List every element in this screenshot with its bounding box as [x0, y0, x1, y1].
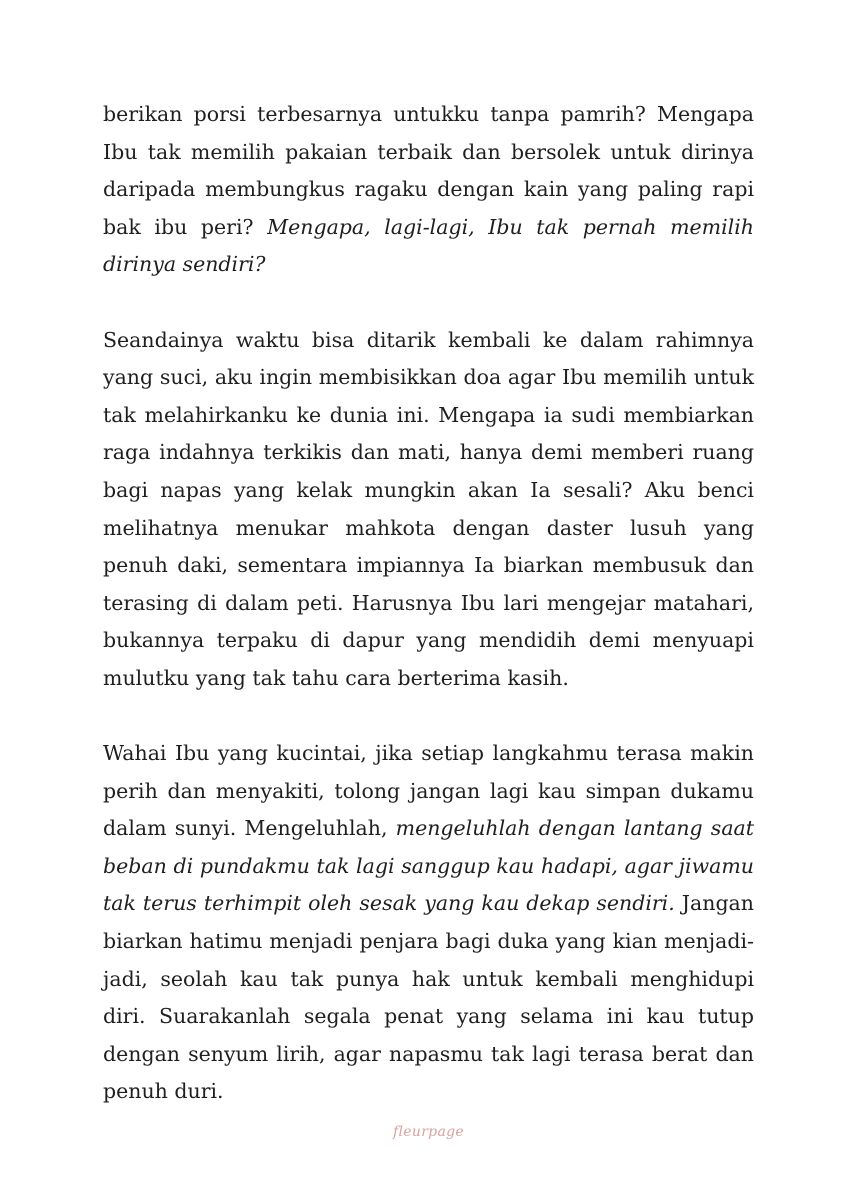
paragraph-3-text-end: Jangan biarkan hatimu menjadi penjara bagi duka yang kian menjadi-jadi, seolah kau tak punya hak untuk kembali menghidupi diri. Suarakanlah segala penat yang selama ini kau tutup dengan senyum lirih, agar napasmu tak lagi terasa berat dan penuh duri. [103, 891, 754, 1104]
paragraph-1 [103, 96, 754, 284]
paragraph-2 [103, 322, 754, 698]
footer-brand: fleurpage [393, 1124, 464, 1140]
paragraph-1-italic-text: Mengapa, lagi-lagi, Ibu tak pernah memilih dirinya sendiri? [103, 214, 754, 277]
paragraph-3 [103, 735, 754, 1111]
paragraph-3-text-start: Wahai Ibu yang kucintai, jika setiap langkahmu terasa makin perih dan menyakiti, tolong jangan lagi kau simpan dukamu dalam sunyi. Mengeluhlah, [103, 741, 754, 841]
page-body [103, 96, 754, 1149]
paragraph-3-italic-text: mengeluhlah dengan lantang saat beban di pundakmu tak lagi sanggup kau hadapi, agar jiwamu tak terus terhimpit oleh sesak yang kau dekap sendiri. [103, 816, 755, 916]
paragraph-2-text: Seandainya waktu bisa ditarik kembali ke dalam rahimnya yang suci, aku ingin membisikkan doa agar Ibu memilih untuk tak melahirkanku ke dunia ini. Mengapa ia sudi membiarkan raga indahnya terkikis dan mati, hanya demi memberi ruang bagi napas yang kelak mungkin akan Ia sesali? Aku benci melihatnya menukar mahkota dengan daster lusuh yang penuh daki, sementara impiannya Ia biarkan membusuk dan terasing di dalam peti. Harusnya Ibu lari mengejar matahari, bukannya terpaku di dapur yang mendidih demi menyuapi mulutku yang tak tahu cara berterima kasih. [103, 327, 754, 690]
paragraph-1-text: berikan porsi terbesarnya untukku tanpa pamrih? Mengapa Ibu tak memilih pakaian terbaik dan bersolek untuk dirinya daripada membungkus ragaku dengan kain yang paling rapi bak ibu peri? [103, 102, 754, 239]
